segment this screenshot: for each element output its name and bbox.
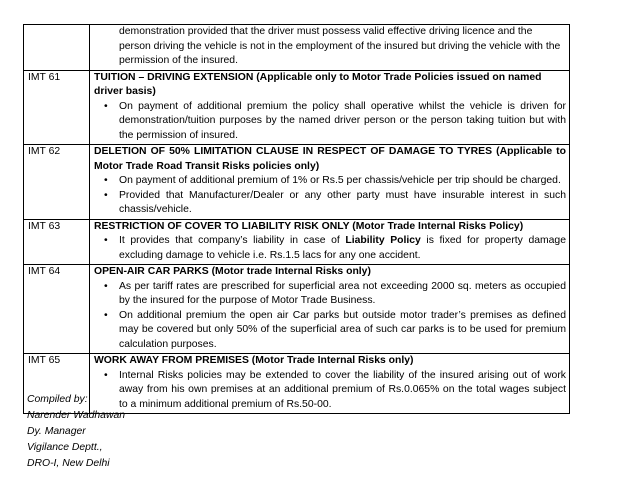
imt-code: IMT 65: [24, 354, 90, 414]
imt-code: IMT 64: [24, 265, 90, 354]
bullet-item: • On additional premium the open air Car parks but outside motor trader’s premises as defined may be covered but only 50% of the superficial area of such car parks is to be used for premium calculation purposes.: [119, 309, 566, 353]
clause-title: RESTRICTION OF COVER TO LIABILITY RISK ONLY (Motor Trade Internal Risks Policy): [94, 220, 524, 232]
bullet-item: • On payment of additional premium the policy shall operative whilst the vehicle is driven for demonstration/tuition purposes by the named driver person or the person taking tuition but with the permission of insured.: [119, 100, 566, 144]
bullet-item: [119, 234, 566, 263]
imt-clauses-table: [23, 24, 570, 414]
bullet-text: It provides that company’s liability in case of: [119, 235, 346, 246]
imt-code: [24, 25, 90, 71]
clause-bullets: [94, 174, 566, 218]
table-row: [24, 145, 570, 220]
bullet-item: • Internal Risks policies may be extended to cover the liability of the insured arising out of work away from his own premises at an additional premium of Rs.0.065% on the total wages subject to a minimum additional premium of Rs.50-00.: [119, 369, 566, 413]
clause-title: WORK AWAY FROM PREMISES (Motor Trade Internal Risks only): [94, 355, 414, 366]
compiled-by-footer: [27, 392, 125, 472]
compiler-name: Narender Wadhawan: [27, 410, 126, 421]
compiler-office: DRO-I, New Delhi: [27, 458, 110, 469]
clause-title: DELETION OF 50% LIMITATION CLAUSE IN RESPECT OF DAMAGE TO TYRES (Applicable to Motor Trade Road Transit Risks policies only): [94, 146, 566, 172]
table-row: [24, 265, 570, 354]
clause-content: [90, 145, 570, 220]
bullet-item: • Provided that Manufacturer/Dealer or any other party must have insurable interest in such chassis/vehicle.: [119, 189, 566, 218]
clause-content: [90, 219, 570, 265]
imt-code: IMT 61: [24, 70, 90, 145]
continuation-text: demonstration provided that the driver must possess valid effective driving licence and the person driving the vehicle is not in the employment of the insured but driving the vehicle with the permission of the insured.: [119, 26, 561, 66]
clause-title: OPEN-AIR CAR PARKS (Motor trade Internal Risks only): [94, 266, 371, 277]
clause-content: [90, 265, 570, 354]
clause-content: [90, 70, 570, 145]
clause-content: [90, 25, 570, 71]
clause-bullets: [94, 100, 566, 144]
table-row: [24, 25, 570, 71]
bullet-item: • As per tariff rates are prescribed for superficial area not exceeding 2000 sq. meters as occupied by the insured for the purpose of Motor Trade Business.: [119, 280, 566, 309]
clause-content: [90, 354, 570, 414]
compiled-by-label: Compiled by:: [27, 394, 88, 405]
clause-bullets: [94, 280, 566, 353]
bullet-text: is fixed for property damage excluding damage to vehicle i.e. Rs.1.5 lacs for any one accident.: [119, 235, 566, 261]
table-row: [24, 219, 570, 265]
compiler-designation: Dy. Manager: [27, 426, 86, 437]
imt-code: IMT 62: [24, 145, 90, 220]
bullet-bold-text: Liability Policy: [345, 235, 421, 246]
clause-title: TUITION – DRIVING EXTENSION (Applicable only to Motor Trade Policies issued on named driver basis): [94, 71, 542, 97]
table-row: [24, 70, 570, 145]
bullet-item: • On payment of additional premium of 1% or Rs.5 per chassis/vehicle per trip should be charged.: [119, 174, 566, 189]
clause-bullets: [94, 369, 566, 413]
compiler-department: Vigilance Deptt.,: [27, 442, 103, 453]
clause-bullets: [94, 234, 566, 263]
imt-code: IMT 63: [24, 219, 90, 265]
